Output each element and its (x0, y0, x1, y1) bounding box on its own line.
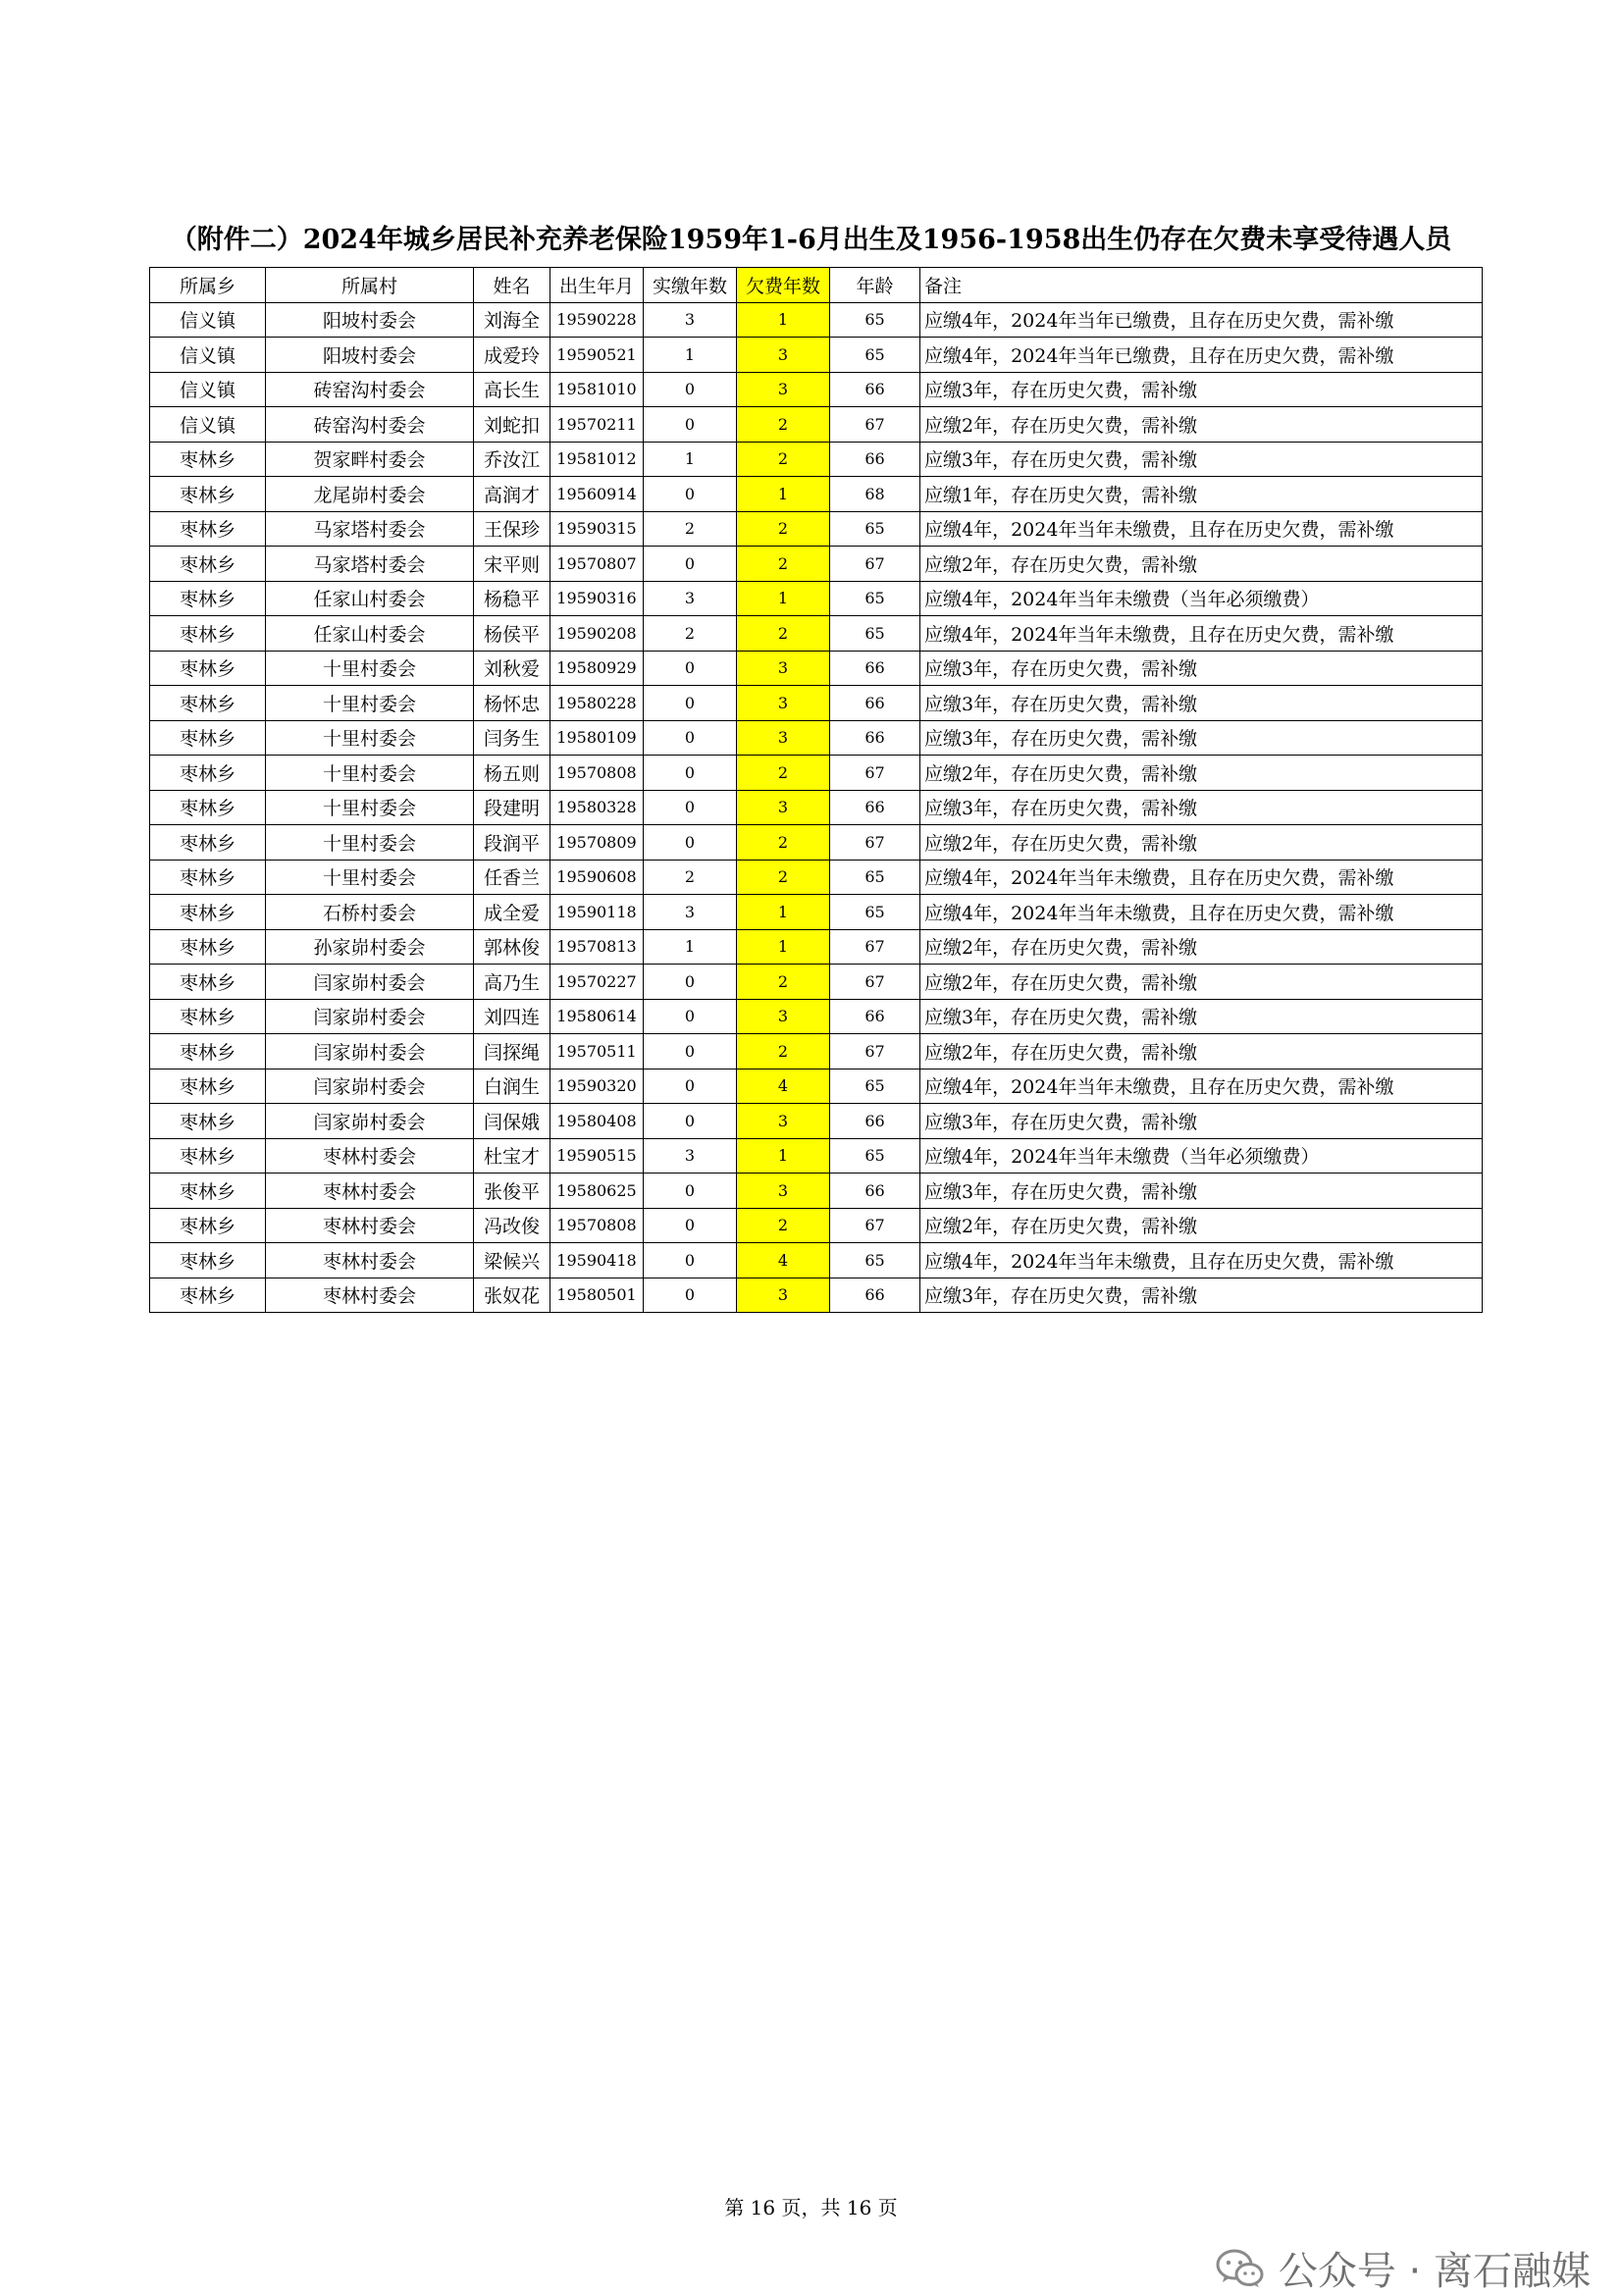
age-cell: 67 (830, 825, 920, 861)
table-row (150, 1138, 1483, 1174)
township-cell: 枣林乡 (150, 442, 266, 477)
arrears-years-cell: 2 (737, 547, 830, 582)
township-cell: 枣林乡 (150, 1034, 266, 1070)
remarks-cell: 应缴1年，存在历史欠费，需补缴 (920, 477, 1483, 512)
arrears-years-cell: 2 (737, 616, 830, 652)
village-cell: 砖窑沟村委会 (266, 407, 474, 443)
remarks-cell: 应缴4年，2024年当年已缴费，且存在历史欠费，需补缴 (920, 302, 1483, 338)
age-cell: 67 (830, 1034, 920, 1070)
arrears-years-cell: 1 (737, 302, 830, 338)
birth-date-cell: 19590315 (550, 511, 644, 547)
remarks-cell: 应缴3年，存在历史欠费，需补缴 (920, 1174, 1483, 1209)
village-cell: 枣林村委会 (266, 1208, 474, 1243)
paid-years-cell: 0 (644, 547, 737, 582)
birth-date-cell: 19590515 (550, 1138, 644, 1174)
remarks-cell: 应缴2年，存在历史欠费，需补缴 (920, 547, 1483, 582)
arrears-years-cell: 3 (737, 790, 830, 825)
header-name: 姓名 (474, 268, 550, 303)
paid-years-cell: 0 (644, 407, 737, 443)
table-row (150, 302, 1483, 338)
age-cell: 65 (830, 1069, 920, 1104)
name-cell: 刘海全 (474, 302, 550, 338)
birth-date-cell: 19570809 (550, 825, 644, 861)
arrears-years-cell: 2 (737, 965, 830, 1000)
birth-date-cell: 19590418 (550, 1243, 644, 1278)
arrears-years-cell: 4 (737, 1243, 830, 1278)
age-cell: 66 (830, 372, 920, 407)
village-cell: 十里村委会 (266, 756, 474, 791)
birth-date-cell: 19580109 (550, 720, 644, 756)
birth-date-cell: 19590316 (550, 581, 644, 616)
township-cell: 枣林乡 (150, 477, 266, 512)
township-cell: 枣林乡 (150, 929, 266, 965)
township-cell: 信义镇 (150, 302, 266, 338)
paid-years-cell: 0 (644, 1278, 737, 1313)
table-row (150, 547, 1483, 582)
village-cell: 马家塔村委会 (266, 547, 474, 582)
remarks-cell: 应缴4年，2024年当年未缴费（当年必须缴费） (920, 581, 1483, 616)
table-row (150, 1069, 1483, 1104)
name-cell: 段润平 (474, 825, 550, 861)
table-row (150, 929, 1483, 965)
birth-date-cell: 19570807 (550, 547, 644, 582)
name-cell: 张奴花 (474, 1278, 550, 1313)
village-cell: 闫家峁村委会 (266, 965, 474, 1000)
table-row (150, 825, 1483, 861)
name-cell: 杨侯平 (474, 616, 550, 652)
age-cell: 67 (830, 1208, 920, 1243)
remarks-cell: 应缴2年，存在历史欠费，需补缴 (920, 965, 1483, 1000)
table-row (150, 1278, 1483, 1313)
paid-years-cell: 0 (644, 1243, 737, 1278)
header-birth-date: 出生年月 (550, 268, 644, 303)
paid-years-cell: 0 (644, 1034, 737, 1070)
arrears-years-cell: 3 (737, 372, 830, 407)
arrears-table (149, 267, 1483, 1313)
arrears-years-cell: 3 (737, 720, 830, 756)
table-body (150, 302, 1483, 1313)
name-cell: 乔汝江 (474, 442, 550, 477)
name-cell: 宋平则 (474, 547, 550, 582)
header-paid-years: 实缴年数 (644, 268, 737, 303)
arrears-years-cell: 3 (737, 686, 830, 721)
township-cell: 枣林乡 (150, 547, 266, 582)
age-cell: 67 (830, 965, 920, 1000)
name-cell: 段建明 (474, 790, 550, 825)
remarks-cell: 应缴4年，2024年当年未缴费，且存在历史欠费，需补缴 (920, 1069, 1483, 1104)
name-cell: 高乃生 (474, 965, 550, 1000)
name-cell: 刘秋爱 (474, 651, 550, 686)
arrears-years-cell: 3 (737, 338, 830, 373)
township-cell: 枣林乡 (150, 1104, 266, 1139)
name-cell: 闫务生 (474, 720, 550, 756)
birth-date-cell: 19580328 (550, 790, 644, 825)
birth-date-cell: 19570813 (550, 929, 644, 965)
remarks-cell: 应缴3年，存在历史欠费，需补缴 (920, 720, 1483, 756)
village-cell: 十里村委会 (266, 651, 474, 686)
table-row (150, 1104, 1483, 1139)
remarks-cell: 应缴3年，存在历史欠费，需补缴 (920, 1104, 1483, 1139)
township-cell: 枣林乡 (150, 1138, 266, 1174)
remarks-cell: 应缴4年，2024年当年未缴费，且存在历史欠费，需补缴 (920, 511, 1483, 547)
paid-years-cell: 3 (644, 302, 737, 338)
name-cell: 闫保娥 (474, 1104, 550, 1139)
remarks-cell: 应缴2年，存在历史欠费，需补缴 (920, 407, 1483, 443)
paid-years-cell: 0 (644, 720, 737, 756)
age-cell: 65 (830, 895, 920, 930)
village-cell: 砖窑沟村委会 (266, 372, 474, 407)
birth-date-cell: 19580228 (550, 686, 644, 721)
arrears-years-cell: 2 (737, 407, 830, 443)
age-cell: 67 (830, 756, 920, 791)
township-cell: 枣林乡 (150, 895, 266, 930)
birth-date-cell: 19570227 (550, 965, 644, 1000)
remarks-cell: 应缴3年，存在历史欠费，需补缴 (920, 651, 1483, 686)
table-row (150, 338, 1483, 373)
name-cell: 王保珍 (474, 511, 550, 547)
table-row (150, 581, 1483, 616)
birth-date-cell: 19580501 (550, 1278, 644, 1313)
village-cell: 枣林村委会 (266, 1243, 474, 1278)
remarks-cell: 应缴4年，2024年当年未缴费，且存在历史欠费，需补缴 (920, 895, 1483, 930)
table-row (150, 1243, 1483, 1278)
birth-date-cell: 19560914 (550, 477, 644, 512)
table-row (150, 407, 1483, 443)
table-row (150, 477, 1483, 512)
table-row (150, 860, 1483, 895)
header-remarks: 备注 (920, 268, 1483, 303)
age-cell: 65 (830, 338, 920, 373)
table-row (150, 895, 1483, 930)
paid-years-cell: 0 (644, 999, 737, 1034)
remarks-cell: 应缴3年，存在历史欠费，需补缴 (920, 442, 1483, 477)
age-cell: 67 (830, 407, 920, 443)
village-cell: 闫家峁村委会 (266, 1104, 474, 1139)
remarks-cell: 应缴4年，2024年当年未缴费（当年必须缴费） (920, 1138, 1483, 1174)
paid-years-cell: 0 (644, 1104, 737, 1139)
age-cell: 65 (830, 581, 920, 616)
arrears-years-cell: 3 (737, 1104, 830, 1139)
remarks-cell: 应缴2年，存在历史欠费，需补缴 (920, 756, 1483, 791)
name-cell: 杨怀忠 (474, 686, 550, 721)
paid-years-cell: 1 (644, 442, 737, 477)
header-arrears-years: 欠费年数 (737, 268, 830, 303)
village-cell: 十里村委会 (266, 790, 474, 825)
village-cell: 马家塔村委会 (266, 511, 474, 547)
paid-years-cell: 1 (644, 929, 737, 965)
name-cell: 成爱玲 (474, 338, 550, 373)
table-row (150, 756, 1483, 791)
township-cell: 枣林乡 (150, 756, 266, 791)
age-cell: 66 (830, 651, 920, 686)
township-cell: 枣林乡 (150, 581, 266, 616)
remarks-cell: 应缴4年，2024年当年未缴费，且存在历史欠费，需补缴 (920, 860, 1483, 895)
watermark-text: 公众号 · 离石融媒 (1278, 2249, 1591, 2294)
age-cell: 66 (830, 1104, 920, 1139)
paid-years-cell: 0 (644, 1174, 737, 1209)
header-village: 所属村 (266, 268, 474, 303)
table-row (150, 1208, 1483, 1243)
name-cell: 杜宝才 (474, 1138, 550, 1174)
paid-years-cell: 2 (644, 616, 737, 652)
birth-date-cell: 19590228 (550, 302, 644, 338)
birth-date-cell: 19580929 (550, 651, 644, 686)
birth-date-cell: 19590608 (550, 860, 644, 895)
township-cell: 枣林乡 (150, 825, 266, 861)
name-cell: 高润才 (474, 477, 550, 512)
age-cell: 66 (830, 1278, 920, 1313)
village-cell: 闫家峁村委会 (266, 1034, 474, 1070)
remarks-cell: 应缴4年，2024年当年未缴费，且存在历史欠费，需补缴 (920, 616, 1483, 652)
age-cell: 66 (830, 1174, 920, 1209)
birth-date-cell: 19590118 (550, 895, 644, 930)
arrears-years-cell: 2 (737, 1034, 830, 1070)
table-row (150, 790, 1483, 825)
remarks-cell: 应缴2年，存在历史欠费，需补缴 (920, 825, 1483, 861)
document-title: （附件二）2024年城乡居民补充养老保险1959年1-6月出生及1956-1958出生仍存在欠费未享受待遇人员 (170, 225, 1452, 255)
township-cell: 枣林乡 (150, 790, 266, 825)
age-cell: 67 (830, 929, 920, 965)
township-cell: 信义镇 (150, 372, 266, 407)
village-cell: 孙家峁村委会 (266, 929, 474, 965)
arrears-years-cell: 2 (737, 825, 830, 861)
township-cell: 枣林乡 (150, 1069, 266, 1104)
birth-date-cell: 19581012 (550, 442, 644, 477)
birth-date-cell: 19570211 (550, 407, 644, 443)
remarks-cell: 应缴3年，存在历史欠费，需补缴 (920, 372, 1483, 407)
wechat-icon (1216, 2248, 1265, 2289)
table-row (150, 720, 1483, 756)
name-cell: 成全爱 (474, 895, 550, 930)
township-cell: 信义镇 (150, 338, 266, 373)
arrears-years-cell: 2 (737, 860, 830, 895)
paid-years-cell: 2 (644, 511, 737, 547)
village-cell: 任家山村委会 (266, 581, 474, 616)
birth-date-cell: 19590208 (550, 616, 644, 652)
name-cell: 刘蛇扣 (474, 407, 550, 443)
township-cell: 枣林乡 (150, 1208, 266, 1243)
village-cell: 闫家峁村委会 (266, 1069, 474, 1104)
table-row (150, 1034, 1483, 1070)
paid-years-cell: 2 (644, 860, 737, 895)
table-row (150, 372, 1483, 407)
paid-years-cell: 1 (644, 338, 737, 373)
arrears-years-cell: 1 (737, 477, 830, 512)
township-cell: 枣林乡 (150, 511, 266, 547)
page-footer: 第 16 页，共 16 页 (724, 2196, 898, 2219)
watermark (1216, 2240, 1591, 2296)
paid-years-cell: 3 (644, 581, 737, 616)
arrears-years-cell: 3 (737, 651, 830, 686)
township-cell: 枣林乡 (150, 999, 266, 1034)
village-cell: 十里村委会 (266, 720, 474, 756)
village-cell: 龙尾峁村委会 (266, 477, 474, 512)
age-cell: 66 (830, 999, 920, 1034)
age-cell: 67 (830, 547, 920, 582)
arrears-years-cell: 2 (737, 756, 830, 791)
remarks-cell: 应缴4年，2024年当年未缴费，且存在历史欠费，需补缴 (920, 1243, 1483, 1278)
arrears-years-cell: 2 (737, 1208, 830, 1243)
age-cell: 66 (830, 686, 920, 721)
arrears-years-cell: 3 (737, 1174, 830, 1209)
arrears-years-cell: 1 (737, 581, 830, 616)
remarks-cell: 应缴3年，存在历史欠费，需补缴 (920, 686, 1483, 721)
paid-years-cell: 0 (644, 756, 737, 791)
age-cell: 65 (830, 616, 920, 652)
age-cell: 68 (830, 477, 920, 512)
village-cell: 十里村委会 (266, 825, 474, 861)
village-cell: 十里村委会 (266, 860, 474, 895)
birth-date-cell: 19570808 (550, 756, 644, 791)
paid-years-cell: 0 (644, 477, 737, 512)
arrears-years-cell: 2 (737, 442, 830, 477)
paid-years-cell: 0 (644, 686, 737, 721)
paid-years-cell: 0 (644, 1208, 737, 1243)
age-cell: 65 (830, 302, 920, 338)
name-cell: 冯改俊 (474, 1208, 550, 1243)
age-cell: 66 (830, 442, 920, 477)
village-cell: 十里村委会 (266, 686, 474, 721)
paid-years-cell: 3 (644, 895, 737, 930)
table-row (150, 686, 1483, 721)
township-cell: 枣林乡 (150, 686, 266, 721)
birth-date-cell: 19580625 (550, 1174, 644, 1209)
arrears-years-cell: 4 (737, 1069, 830, 1104)
table-row (150, 651, 1483, 686)
name-cell: 白润生 (474, 1069, 550, 1104)
birth-date-cell: 19581010 (550, 372, 644, 407)
age-cell: 65 (830, 1138, 920, 1174)
table-row (150, 965, 1483, 1000)
table-row (150, 511, 1483, 547)
remarks-cell: 应缴2年，存在历史欠费，需补缴 (920, 929, 1483, 965)
paid-years-cell: 0 (644, 1069, 737, 1104)
township-cell: 枣林乡 (150, 860, 266, 895)
remarks-cell: 应缴2年，存在历史欠费，需补缴 (920, 1034, 1483, 1070)
township-cell: 信义镇 (150, 407, 266, 443)
birth-date-cell: 19590320 (550, 1069, 644, 1104)
name-cell: 梁候兴 (474, 1243, 550, 1278)
header-township: 所属乡 (150, 268, 266, 303)
village-cell: 闫家峁村委会 (266, 999, 474, 1034)
village-cell: 任家山村委会 (266, 616, 474, 652)
header-age: 年龄 (830, 268, 920, 303)
table-row (150, 442, 1483, 477)
birth-date-cell: 19590521 (550, 338, 644, 373)
table-row (150, 1174, 1483, 1209)
township-cell: 枣林乡 (150, 720, 266, 756)
village-cell: 石桥村委会 (266, 895, 474, 930)
remarks-cell: 应缴3年，存在历史欠费，需补缴 (920, 999, 1483, 1034)
paid-years-cell: 0 (644, 651, 737, 686)
township-cell: 枣林乡 (150, 616, 266, 652)
township-cell: 枣林乡 (150, 1243, 266, 1278)
age-cell: 65 (830, 860, 920, 895)
remarks-cell: 应缴4年，2024年当年已缴费，且存在历史欠费，需补缴 (920, 338, 1483, 373)
paid-years-cell: 0 (644, 790, 737, 825)
paid-years-cell: 0 (644, 825, 737, 861)
arrears-years-cell: 3 (737, 999, 830, 1034)
table-row (150, 616, 1483, 652)
birth-date-cell: 19570808 (550, 1208, 644, 1243)
arrears-years-cell: 1 (737, 1138, 830, 1174)
remarks-cell: 应缴3年，存在历史欠费，需补缴 (920, 790, 1483, 825)
age-cell: 66 (830, 720, 920, 756)
age-cell: 65 (830, 1243, 920, 1278)
village-cell: 阳坡村委会 (266, 338, 474, 373)
birth-date-cell: 19580614 (550, 999, 644, 1034)
birth-date-cell: 19580408 (550, 1104, 644, 1139)
village-cell: 贺家畔村委会 (266, 442, 474, 477)
village-cell: 枣林村委会 (266, 1278, 474, 1313)
arrears-years-cell: 1 (737, 895, 830, 930)
name-cell: 刘四连 (474, 999, 550, 1034)
township-cell: 枣林乡 (150, 1174, 266, 1209)
township-cell: 枣林乡 (150, 651, 266, 686)
remarks-cell: 应缴3年，存在历史欠费，需补缴 (920, 1278, 1483, 1313)
remarks-cell: 应缴2年，存在历史欠费，需补缴 (920, 1208, 1483, 1243)
table-row (150, 999, 1483, 1034)
name-cell: 闫探绳 (474, 1034, 550, 1070)
paid-years-cell: 3 (644, 1138, 737, 1174)
village-cell: 枣林村委会 (266, 1174, 474, 1209)
paid-years-cell: 0 (644, 965, 737, 1000)
paid-years-cell: 0 (644, 372, 737, 407)
name-cell: 高长生 (474, 372, 550, 407)
name-cell: 张俊平 (474, 1174, 550, 1209)
age-cell: 65 (830, 511, 920, 547)
township-cell: 枣林乡 (150, 1278, 266, 1313)
township-cell: 枣林乡 (150, 965, 266, 1000)
name-cell: 郭林俊 (474, 929, 550, 965)
name-cell: 杨稳平 (474, 581, 550, 616)
arrears-years-cell: 3 (737, 1278, 830, 1313)
village-cell: 阳坡村委会 (266, 302, 474, 338)
name-cell: 任香兰 (474, 860, 550, 895)
table-header-row (150, 268, 1483, 303)
birth-date-cell: 19570511 (550, 1034, 644, 1070)
arrears-years-cell: 1 (737, 929, 830, 965)
age-cell: 66 (830, 790, 920, 825)
arrears-years-cell: 2 (737, 511, 830, 547)
village-cell: 枣林村委会 (266, 1138, 474, 1174)
name-cell: 杨五则 (474, 756, 550, 791)
